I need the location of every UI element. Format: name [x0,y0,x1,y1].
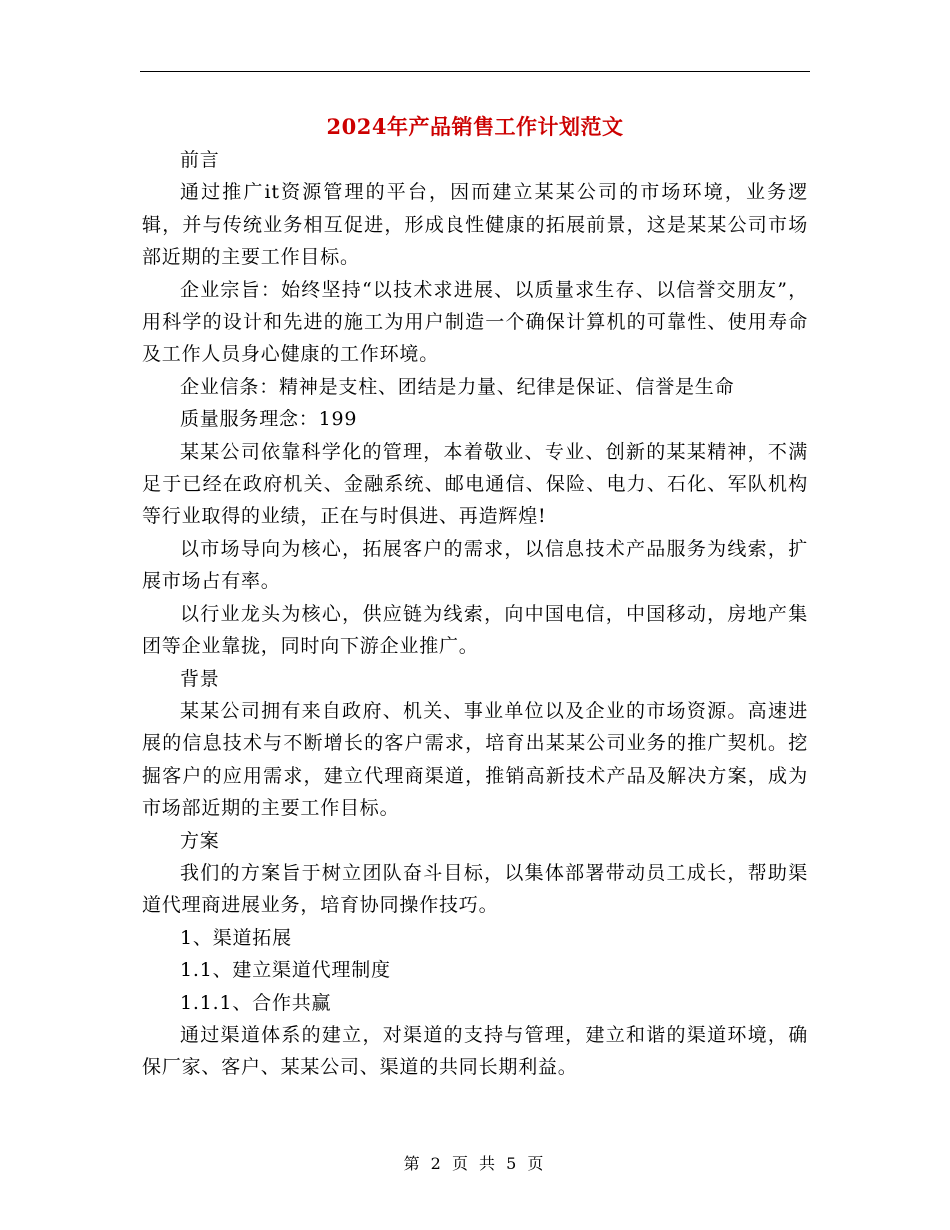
header-rule [140,71,810,72]
page-number-footer: 第 2 页 共 5 页 [403,1154,547,1173]
paragraph: 通过推广it资源管理的平台，因而建立某某公司的市场环境，业务逻辑，并与传统业务相互促进，形成良性健康的拓展前景，这是某某公司市场部近期的主要工作目标。 [142,181,808,269]
section-heading: 1、渠道拓展 [180,926,292,949]
heading-background: 背景 [180,667,220,690]
subsubsection-heading: 1.1.1、合作共赢 [180,991,332,1014]
paragraph: 企业信条：精神是支柱、团结是力量、纪律是保证、信誉是生命 [180,375,735,398]
heading-preface: 前言 [180,149,220,171]
document-body [142,144,808,1084]
paragraph: 某某公司依靠科学化的管理，本着敬业、专业、创新的某某精神，不满足于已经在政府机关、金融系统、邮电通信、保险、电力、石化、军队机构等行业取得的业绩，正在与时俱进、再造辉煌! [142,440,808,528]
paragraph: 我们的方案旨于树立团队奋斗目标，以集体部署带动员工成长，帮助渠道代理商进展业务，培育协同操作技巧。 [142,861,808,917]
subsection-heading: 1.1、建立渠道代理制度 [180,959,391,982]
paragraph: 企业宗旨：始终坚持“以技术求进展、以质量求生存、以信誉交朋友”，用科学的设计和先进的施工为用户制造一个确保计算机的可靠性、使用寿命及工作人员身心健康的工作环境。 [142,278,808,366]
paragraph: 以市场导向为核心，拓展客户的需求，以信息技术产品服务为线索，扩展市场占有率。 [142,537,808,593]
heading-plan: 方案 [180,829,220,852]
paragraph: 通过渠道体系的建立，对渠道的支持与管理，建立和谐的渠道环境，确保厂家、客户、某某公司、渠道的共同长期利益。 [142,1023,808,1079]
paragraph: 某某公司拥有来自政府、机关、事业单位以及企业的市场资源。高速进展的信息技术与不断增长的客户需求，培育出某某公司业务的推广契机。挖掘客户的应用需求，建立代理商渠道，推销高新技术产品及解决方案，成为市场部近期的主要工作目标。 [142,699,808,820]
document-title: 2024年产品销售工作计划范文 [326,114,624,139]
paragraph: 以行业龙头为核心，供应链为线索，向中国电信，中国移动，房地产集团等企业靠拢，同时向下游企业推广。 [142,602,808,658]
paragraph: 质量服务理念：199 [180,408,358,431]
